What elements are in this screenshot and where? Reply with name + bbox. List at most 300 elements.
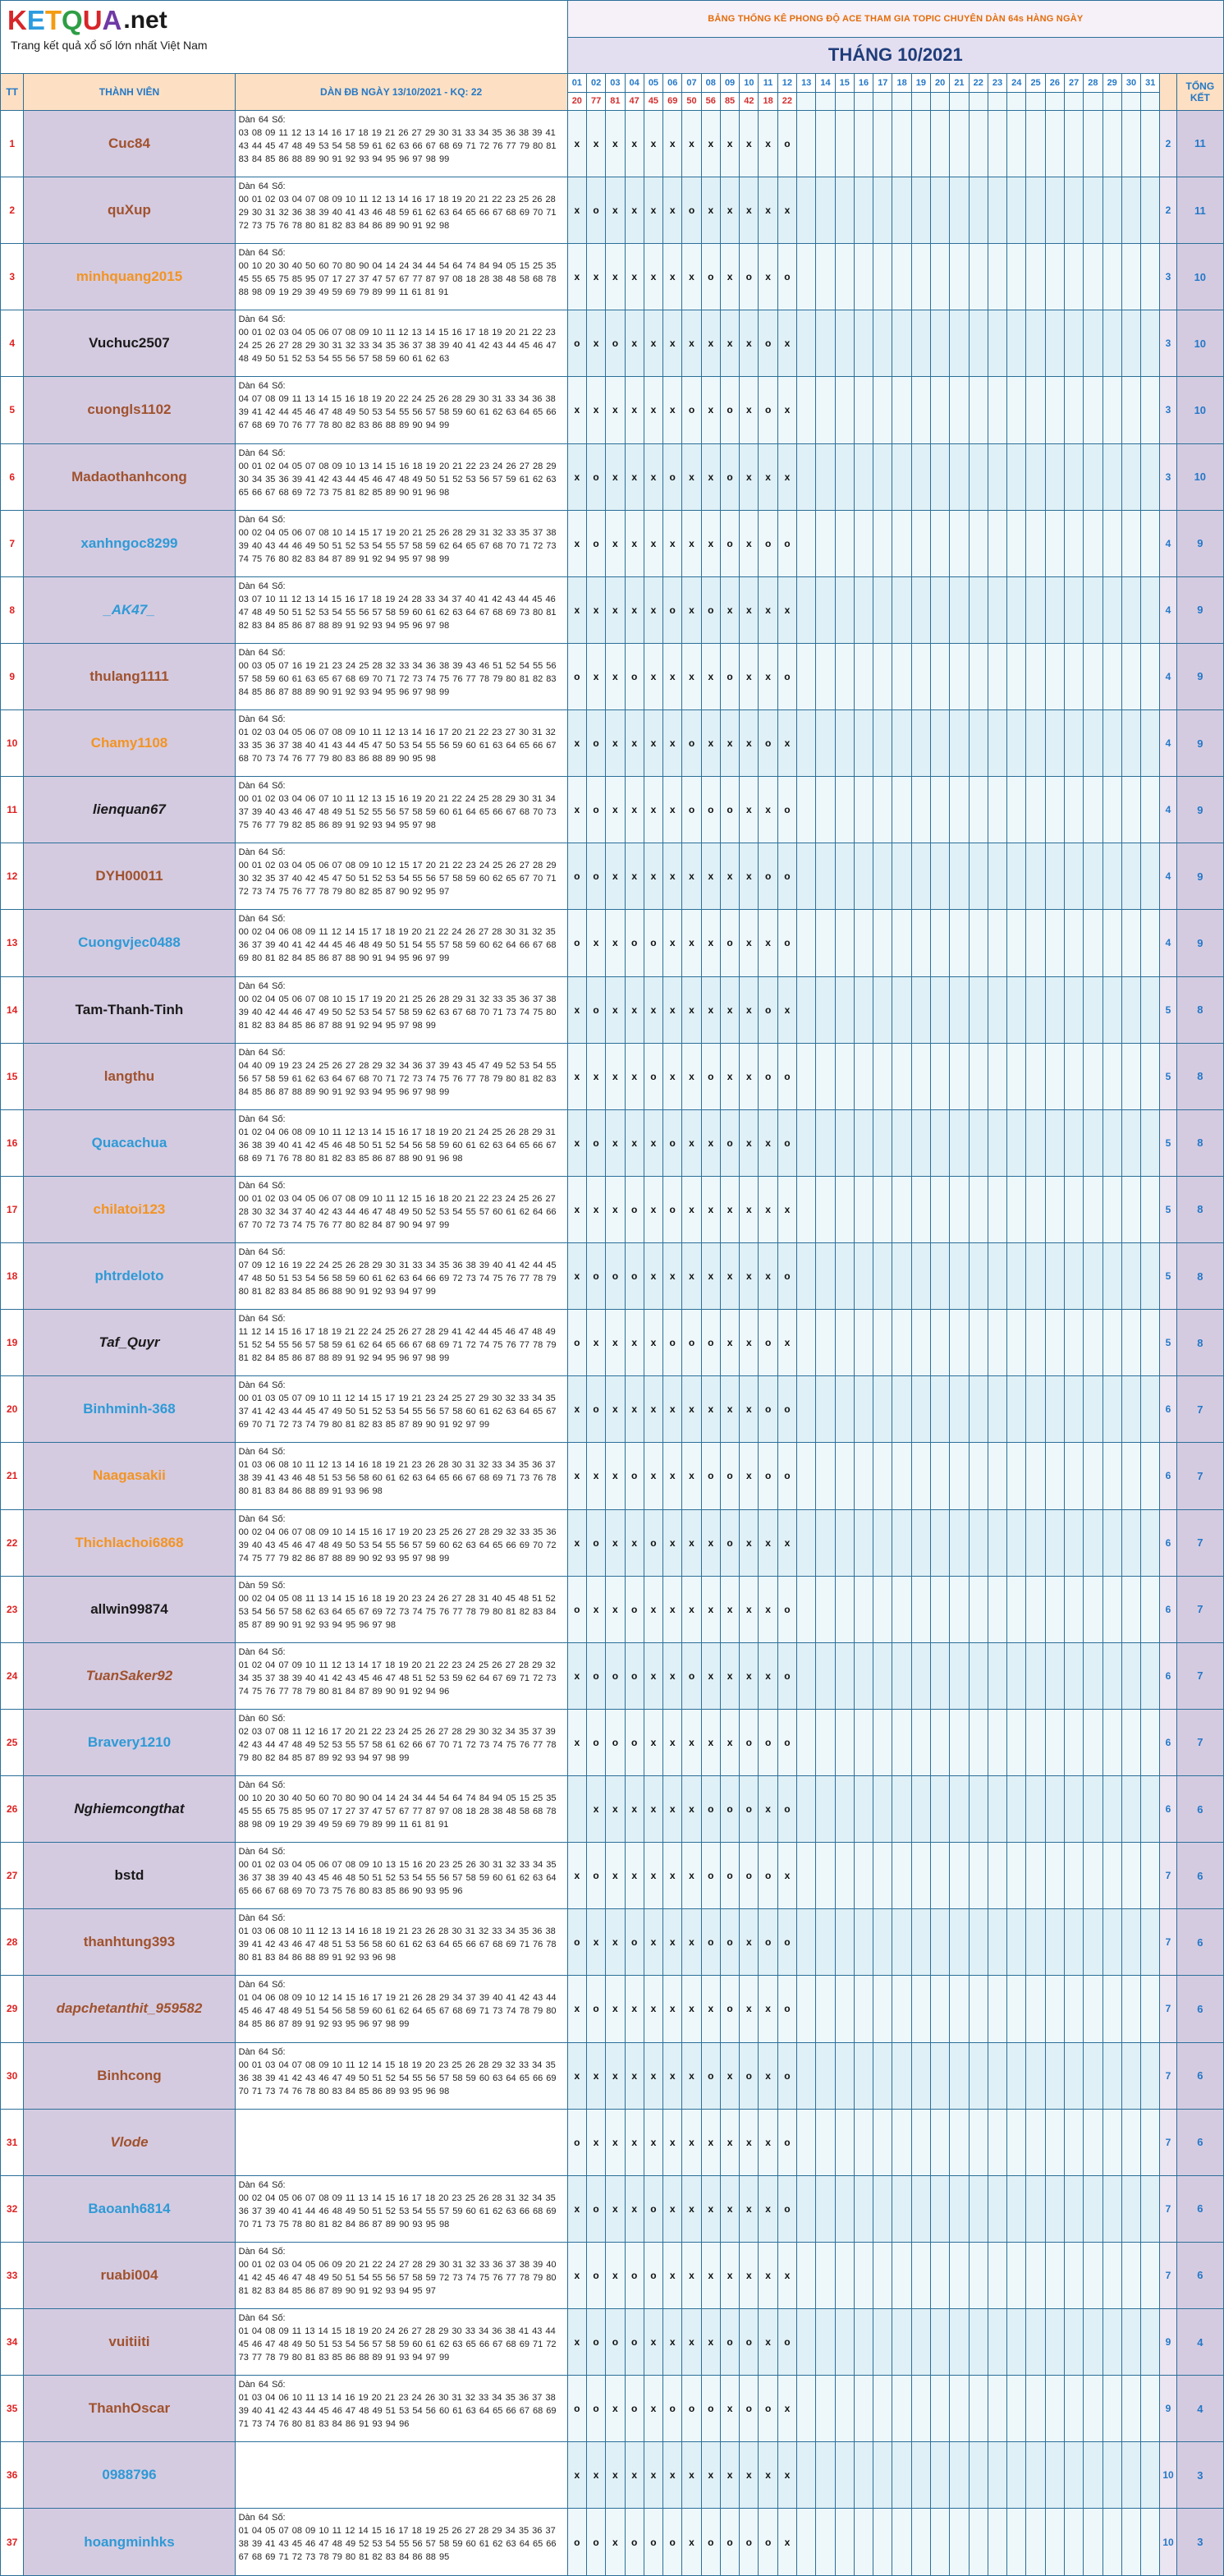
member-name[interactable]: bstd xyxy=(24,1843,235,1909)
day-mark xyxy=(969,1509,988,1576)
member-name[interactable]: Cuc84 xyxy=(24,110,235,177)
day-mark xyxy=(988,710,1006,777)
day-header: 13 xyxy=(797,74,816,92)
day-mark xyxy=(911,1376,930,1443)
day-mark: x xyxy=(759,1109,777,1176)
day-mark xyxy=(1064,310,1083,377)
member-row xyxy=(1,2376,1224,2442)
logo-letter-k: K xyxy=(7,5,27,35)
day-mark xyxy=(1007,2175,1026,2242)
day-mark: o xyxy=(606,2309,625,2376)
day-mark xyxy=(1084,2309,1103,2376)
day-mark xyxy=(797,443,816,510)
member-name[interactable]: Nghiemcongthat xyxy=(24,1776,235,1843)
day-mark xyxy=(1007,377,1026,443)
day-mark xyxy=(1064,1576,1083,1642)
day-mark: x xyxy=(625,244,644,310)
day-mark xyxy=(969,177,988,244)
day-mark: x xyxy=(663,1843,682,1909)
day-mark xyxy=(1064,2242,1083,2308)
day-mark xyxy=(873,2175,892,2242)
day-mark: x xyxy=(682,1843,701,1909)
day-mark xyxy=(931,576,950,643)
member-name[interactable]: Madaothanhcong xyxy=(24,443,235,510)
day-mark xyxy=(1026,2175,1045,2242)
day-mark: o xyxy=(586,510,605,576)
day-mark xyxy=(988,177,1006,244)
row-index: 27 xyxy=(1,1843,24,1909)
day-mark: o xyxy=(606,1709,625,1775)
day-mark: x xyxy=(701,510,720,576)
daily-result: 50 xyxy=(682,92,701,110)
hit-total: 10 xyxy=(1176,443,1223,510)
day-mark xyxy=(1064,244,1083,310)
day-mark: x xyxy=(606,843,625,910)
member-name[interactable]: DYH00011 xyxy=(24,843,235,910)
day-mark: x xyxy=(701,2175,720,2242)
day-mark xyxy=(816,2242,835,2308)
day-mark: x xyxy=(567,244,586,310)
day-mark xyxy=(969,1843,988,1909)
member-number-set: Dàn 64 Số: 11 12 14 15 16 17 18 19 21 22 24 25 26 27 28 29 41 42 44 45 46 47 48 49 51 52 54 55 56 57 58 59 61 62 64 65 66 67 68 69 71 72 74 75 76 77 78 79 81 82 84 85 86 87 88 89 91 92 94 95 96 97 98 99 xyxy=(235,1310,567,1376)
member-name[interactable]: Vuchuc2507 xyxy=(24,310,235,377)
day-mark xyxy=(950,1109,969,1176)
day-mark: x xyxy=(606,2242,625,2308)
row-index: 17 xyxy=(1,1176,24,1242)
day-mark xyxy=(1103,1776,1121,1843)
day-mark: x xyxy=(682,643,701,709)
day-mark xyxy=(892,1109,911,1176)
day-mark: x xyxy=(625,377,644,443)
hit-total: 6 xyxy=(1176,1976,1223,2042)
day-mark xyxy=(892,1709,911,1775)
day-mark xyxy=(816,1776,835,1843)
day-mark: x xyxy=(777,1843,796,1909)
day-mark xyxy=(892,976,911,1043)
day-mark xyxy=(816,2175,835,2242)
day-mark xyxy=(873,643,892,709)
miss-count: 10 xyxy=(1160,2509,1176,2576)
day-mark: x xyxy=(663,1642,682,1709)
day-mark xyxy=(950,2442,969,2509)
member-name[interactable]: dapchetanthit_959582 xyxy=(24,1976,235,2042)
day-mark xyxy=(1141,377,1160,443)
day-mark xyxy=(1045,843,1064,910)
day-mark: o xyxy=(682,177,701,244)
day-mark: o xyxy=(759,843,777,910)
day-mark xyxy=(892,1243,911,1310)
day-mark xyxy=(1121,1376,1140,1443)
day-mark xyxy=(988,1642,1006,1709)
day-header: 17 xyxy=(873,74,892,92)
day-mark xyxy=(1064,910,1083,976)
day-mark: x xyxy=(720,2042,739,2109)
day-mark: x xyxy=(625,777,644,843)
day-mark xyxy=(892,2376,911,2442)
day-mark: x xyxy=(663,1709,682,1775)
day-mark: o xyxy=(644,2509,662,2576)
day-mark xyxy=(969,1709,988,1775)
day-mark: x xyxy=(586,310,605,377)
day-mark xyxy=(1121,976,1140,1043)
row-index: 29 xyxy=(1,1976,24,2042)
daily-result xyxy=(1084,92,1103,110)
row-index: 22 xyxy=(1,1509,24,1576)
day-mark: x xyxy=(663,643,682,709)
member-name[interactable]: Cuongvjec0488 xyxy=(24,910,235,976)
member-name[interactable]: Baoanh6814 xyxy=(24,2175,235,2242)
member-name[interactable]: Chamy1108 xyxy=(24,710,235,777)
day-mark xyxy=(950,710,969,777)
day-mark: x xyxy=(740,110,759,177)
row-index: 34 xyxy=(1,2309,24,2376)
row-index: 31 xyxy=(1,2109,24,2175)
day-mark xyxy=(1007,1243,1026,1310)
member-name[interactable]: chilatoi123 xyxy=(24,1176,235,1242)
day-mark xyxy=(950,976,969,1043)
member-number-set: Dàn 64 Số: 00 03 05 07 16 19 21 23 24 25 28 32 33 34 36 38 39 43 46 51 52 54 55 56 57 58 59 60 61 63 65 67 68 69 70 71 72 73 74 75 76 77 78 79 80 81 82 83 84 85 86 87 88 89 90 91 92 93 94 95 96 97 98 99 xyxy=(235,643,567,709)
day-mark: x xyxy=(682,244,701,310)
day-mark xyxy=(969,976,988,1043)
day-mark xyxy=(950,2309,969,2376)
day-header: 29 xyxy=(1103,74,1121,92)
day-mark xyxy=(854,510,873,576)
day-mark xyxy=(797,1310,816,1376)
day-mark xyxy=(1103,910,1121,976)
day-mark: o xyxy=(759,2376,777,2442)
member-name[interactable]: allwin99874 xyxy=(24,1576,235,1642)
day-mark xyxy=(873,244,892,310)
day-mark: o xyxy=(759,1909,777,1976)
daily-result xyxy=(1045,92,1064,110)
member-row xyxy=(1,2242,1224,2308)
day-mark: o xyxy=(625,1243,644,1310)
member-name[interactable]: _AK47_ xyxy=(24,576,235,643)
day-mark xyxy=(797,843,816,910)
day-mark: x xyxy=(606,777,625,843)
day-mark: o xyxy=(759,710,777,777)
day-mark: x xyxy=(740,1243,759,1310)
day-mark xyxy=(911,2509,930,2576)
member-name[interactable]: thanhtung393 xyxy=(24,1909,235,1976)
day-mark: x xyxy=(777,443,796,510)
day-mark xyxy=(988,1043,1006,1109)
member-name[interactable]: Naagasakii xyxy=(24,1443,235,1509)
member-name[interactable]: Taf_Quyr xyxy=(24,1310,235,1376)
day-mark: x xyxy=(759,1243,777,1310)
day-mark: x xyxy=(606,1976,625,2042)
day-mark xyxy=(1103,1843,1121,1909)
daily-result: 42 xyxy=(740,92,759,110)
day-mark xyxy=(950,1310,969,1376)
member-name[interactable]: quXup xyxy=(24,177,235,244)
miss-count: 9 xyxy=(1160,2309,1176,2376)
miss-count: 4 xyxy=(1160,510,1176,576)
day-mark: x xyxy=(682,2242,701,2308)
day-mark: x xyxy=(606,2175,625,2242)
day-mark xyxy=(1103,244,1121,310)
day-mark: o xyxy=(586,976,605,1043)
day-mark xyxy=(911,843,930,910)
day-mark: x xyxy=(701,2442,720,2509)
day-mark xyxy=(816,1576,835,1642)
day-mark: x xyxy=(759,1176,777,1242)
day-mark xyxy=(950,2175,969,2242)
row-index: 32 xyxy=(1,2175,24,2242)
day-mark: o xyxy=(625,1642,644,1709)
day-mark xyxy=(1103,310,1121,377)
day-mark xyxy=(969,777,988,843)
member-name[interactable]: 0988796 xyxy=(24,2442,235,2509)
day-mark: o xyxy=(567,310,586,377)
member-name[interactable]: Vlode xyxy=(24,2109,235,2175)
day-mark xyxy=(1064,2309,1083,2376)
day-mark: x xyxy=(777,377,796,443)
day-mark: x xyxy=(606,2376,625,2442)
day-mark: o xyxy=(586,1509,605,1576)
day-mark xyxy=(1141,2242,1160,2308)
day-mark xyxy=(931,1909,950,1976)
day-mark xyxy=(797,310,816,377)
day-mark: x xyxy=(777,976,796,1043)
day-mark xyxy=(1007,2309,1026,2376)
day-mark xyxy=(1045,244,1064,310)
day-mark xyxy=(835,1109,854,1176)
day-mark xyxy=(1064,377,1083,443)
day-mark xyxy=(1007,1509,1026,1576)
day-mark xyxy=(1084,1376,1103,1443)
hit-total: 9 xyxy=(1176,777,1223,843)
member-number-set: Dàn 64 Số: 00 01 02 03 04 06 07 10 11 12 13 15 16 19 20 21 22 24 25 28 29 30 31 34 37 39 40 43 46 47 48 49 51 52 55 56 57 58 59 60 61 64 65 66 67 68 70 73 75 76 77 79 82 85 86 89 91 92 93 94 95 97 98 xyxy=(235,777,567,843)
day-mark: o xyxy=(606,310,625,377)
member-name[interactable]: Quacachua xyxy=(24,1109,235,1176)
day-mark xyxy=(911,2042,930,2109)
daily-result xyxy=(873,92,892,110)
member-number-set: Dàn 64 Số: 00 10 20 30 40 50 60 70 80 90 04 14 24 34 44 54 64 74 84 94 05 15 25 35 45 55 65 75 85 95 07 17 27 37 47 57 67 77 87 97 08 18 28 38 48 58 68 78 88 98 09 19 29 39 49 59 69 79 89 99 11 61 81 91 xyxy=(235,1776,567,1843)
day-mark xyxy=(1121,643,1140,709)
day-mark xyxy=(873,443,892,510)
day-mark xyxy=(873,110,892,177)
day-mark xyxy=(1045,1376,1064,1443)
member-name[interactable]: Thichlachoi6868 xyxy=(24,1509,235,1576)
day-mark xyxy=(931,1843,950,1909)
miss-count: 5 xyxy=(1160,1109,1176,1176)
day-mark xyxy=(931,2309,950,2376)
member-name[interactable]: Bravery1210 xyxy=(24,1709,235,1775)
day-mark: x xyxy=(606,710,625,777)
day-mark xyxy=(1121,777,1140,843)
day-mark xyxy=(969,1243,988,1310)
member-number-set: Dàn 60 Số: 02 03 07 08 11 12 16 17 20 21 22 23 24 25 26 27 28 29 30 32 34 35 37 39 42 43 44 47 48 49 52 53 55 57 58 61 62 66 67 70 71 72 73 74 75 76 77 78 79 80 82 84 85 87 89 92 93 94 97 98 99 xyxy=(235,1709,567,1775)
day-mark xyxy=(969,910,988,976)
day-mark xyxy=(988,2309,1006,2376)
day-header: 04 xyxy=(625,74,644,92)
day-mark xyxy=(988,1576,1006,1642)
day-mark: x xyxy=(701,1576,720,1642)
day-mark xyxy=(950,2109,969,2175)
day-mark: x xyxy=(759,2309,777,2376)
hit-total: 9 xyxy=(1176,843,1223,910)
day-mark: o xyxy=(777,244,796,310)
member-row xyxy=(1,843,1224,910)
day-mark: x xyxy=(644,1909,662,1976)
day-mark xyxy=(854,2442,873,2509)
day-mark: o xyxy=(720,1843,739,1909)
day-mark: x xyxy=(682,1776,701,1843)
day-mark: x xyxy=(586,2042,605,2109)
daily-result xyxy=(797,92,816,110)
day-mark: x xyxy=(682,1109,701,1176)
member-name[interactable]: xanhngoc8299 xyxy=(24,510,235,576)
day-mark xyxy=(1141,777,1160,843)
day-header: 10 xyxy=(740,74,759,92)
day-mark: x xyxy=(777,2509,796,2576)
day-mark: x xyxy=(567,1976,586,2042)
day-mark xyxy=(1007,177,1026,244)
hit-total: 7 xyxy=(1176,1443,1223,1509)
day-mark: o xyxy=(567,1909,586,1976)
day-mark xyxy=(1141,1443,1160,1509)
day-mark: x xyxy=(740,1109,759,1176)
member-name[interactable]: ThanhOscar xyxy=(24,2376,235,2442)
day-mark xyxy=(911,1642,930,1709)
day-mark xyxy=(1141,1776,1160,1843)
day-mark xyxy=(931,1243,950,1310)
member-number-set xyxy=(235,2442,567,2509)
day-header: 09 xyxy=(720,74,739,92)
day-mark xyxy=(969,2309,988,2376)
member-number-set: Dàn 64 Số: 01 03 06 08 10 11 12 13 14 16 18 19 21 23 26 28 30 31 32 33 34 35 36 37 38 39 41 43 46 48 51 53 56 58 60 61 62 63 64 65 66 67 68 69 71 73 76 78 80 81 83 84 86 88 89 91 93 96 98 xyxy=(235,1443,567,1509)
member-name[interactable]: thulang1111 xyxy=(24,643,235,709)
miss-count: 5 xyxy=(1160,1043,1176,1109)
day-mark: x xyxy=(663,1976,682,2042)
day-header: 11 xyxy=(759,74,777,92)
day-mark xyxy=(1007,1909,1026,1976)
member-name[interactable]: langthu xyxy=(24,1043,235,1109)
day-mark: x xyxy=(759,1509,777,1576)
day-mark xyxy=(1045,1909,1064,1976)
day-mark: x xyxy=(663,1043,682,1109)
member-name[interactable]: Tam-Thanh-Tinh xyxy=(24,976,235,1043)
member-row xyxy=(1,1376,1224,1443)
day-mark xyxy=(1141,1709,1160,1775)
member-name[interactable]: Binhcong xyxy=(24,2042,235,2109)
day-mark xyxy=(1103,2242,1121,2308)
day-mark: x xyxy=(759,576,777,643)
member-name[interactable]: hoangminhks xyxy=(24,2509,235,2576)
day-mark xyxy=(1064,177,1083,244)
day-mark xyxy=(892,1776,911,1843)
day-mark: x xyxy=(567,1109,586,1176)
day-mark xyxy=(1045,2042,1064,2109)
day-mark xyxy=(873,377,892,443)
day-mark: x xyxy=(720,710,739,777)
day-mark xyxy=(835,510,854,576)
day-mark: x xyxy=(777,310,796,377)
day-mark xyxy=(988,443,1006,510)
day-mark: x xyxy=(759,110,777,177)
day-mark xyxy=(1026,1642,1045,1709)
day-mark xyxy=(950,1376,969,1443)
ketqua-logo[interactable] xyxy=(1,1,568,74)
day-mark xyxy=(854,1709,873,1775)
day-mark xyxy=(835,1843,854,1909)
day-mark xyxy=(1141,1043,1160,1109)
day-header: 30 xyxy=(1121,74,1140,92)
day-mark: o xyxy=(586,710,605,777)
day-mark xyxy=(854,1909,873,1976)
day-mark: x xyxy=(663,510,682,576)
day-mark xyxy=(797,2175,816,2242)
day-mark xyxy=(816,2442,835,2509)
member-name[interactable]: Binhminh-368 xyxy=(24,1376,235,1443)
day-header: 15 xyxy=(835,74,854,92)
day-mark xyxy=(873,576,892,643)
day-mark xyxy=(1103,2509,1121,2576)
day-mark: x xyxy=(644,643,662,709)
day-mark xyxy=(1007,843,1026,910)
day-mark xyxy=(1084,443,1103,510)
day-mark xyxy=(931,1509,950,1576)
day-mark xyxy=(892,510,911,576)
day-mark: x xyxy=(759,1576,777,1642)
miss-count: 7 xyxy=(1160,1976,1176,2042)
member-name[interactable]: phtrdeloto xyxy=(24,1243,235,1310)
day-mark xyxy=(950,310,969,377)
member-name[interactable]: cuongls1102 xyxy=(24,377,235,443)
miss-count: 5 xyxy=(1160,976,1176,1043)
day-mark xyxy=(854,443,873,510)
day-mark xyxy=(1026,2509,1045,2576)
member-row xyxy=(1,1443,1224,1509)
day-mark xyxy=(1045,110,1064,177)
member-name[interactable]: ruabi004 xyxy=(24,2242,235,2308)
day-mark xyxy=(854,1109,873,1176)
day-mark xyxy=(1141,1843,1160,1909)
day-mark xyxy=(988,1709,1006,1775)
day-mark xyxy=(854,1243,873,1310)
day-mark xyxy=(1007,2042,1026,2109)
day-mark xyxy=(1084,244,1103,310)
day-header: 08 xyxy=(701,74,720,92)
day-mark: x xyxy=(740,1310,759,1376)
day-mark: x xyxy=(720,976,739,1043)
day-mark: o xyxy=(759,2509,777,2576)
day-mark: x xyxy=(701,177,720,244)
day-mark xyxy=(1026,1509,1045,1576)
day-mark: x xyxy=(740,310,759,377)
day-mark xyxy=(1007,1376,1026,1443)
member-name[interactable]: TuanSaker92 xyxy=(24,1642,235,1709)
day-mark: x xyxy=(567,777,586,843)
day-mark xyxy=(1141,2309,1160,2376)
member-name[interactable]: minhquang2015 xyxy=(24,244,235,310)
day-mark: x xyxy=(682,1976,701,2042)
day-mark: o xyxy=(701,2376,720,2442)
member-name[interactable]: vuitiiti xyxy=(24,2309,235,2376)
day-mark: x xyxy=(701,443,720,510)
member-name[interactable]: lienquan67 xyxy=(24,777,235,843)
day-mark xyxy=(969,1376,988,1443)
day-mark xyxy=(1064,1310,1083,1376)
day-mark: x xyxy=(586,244,605,310)
day-mark xyxy=(1084,976,1103,1043)
day-mark: o xyxy=(644,1043,662,1109)
day-mark xyxy=(1084,1310,1103,1376)
day-mark xyxy=(1064,1043,1083,1109)
day-mark xyxy=(1084,1443,1103,1509)
day-mark: o xyxy=(759,1043,777,1109)
